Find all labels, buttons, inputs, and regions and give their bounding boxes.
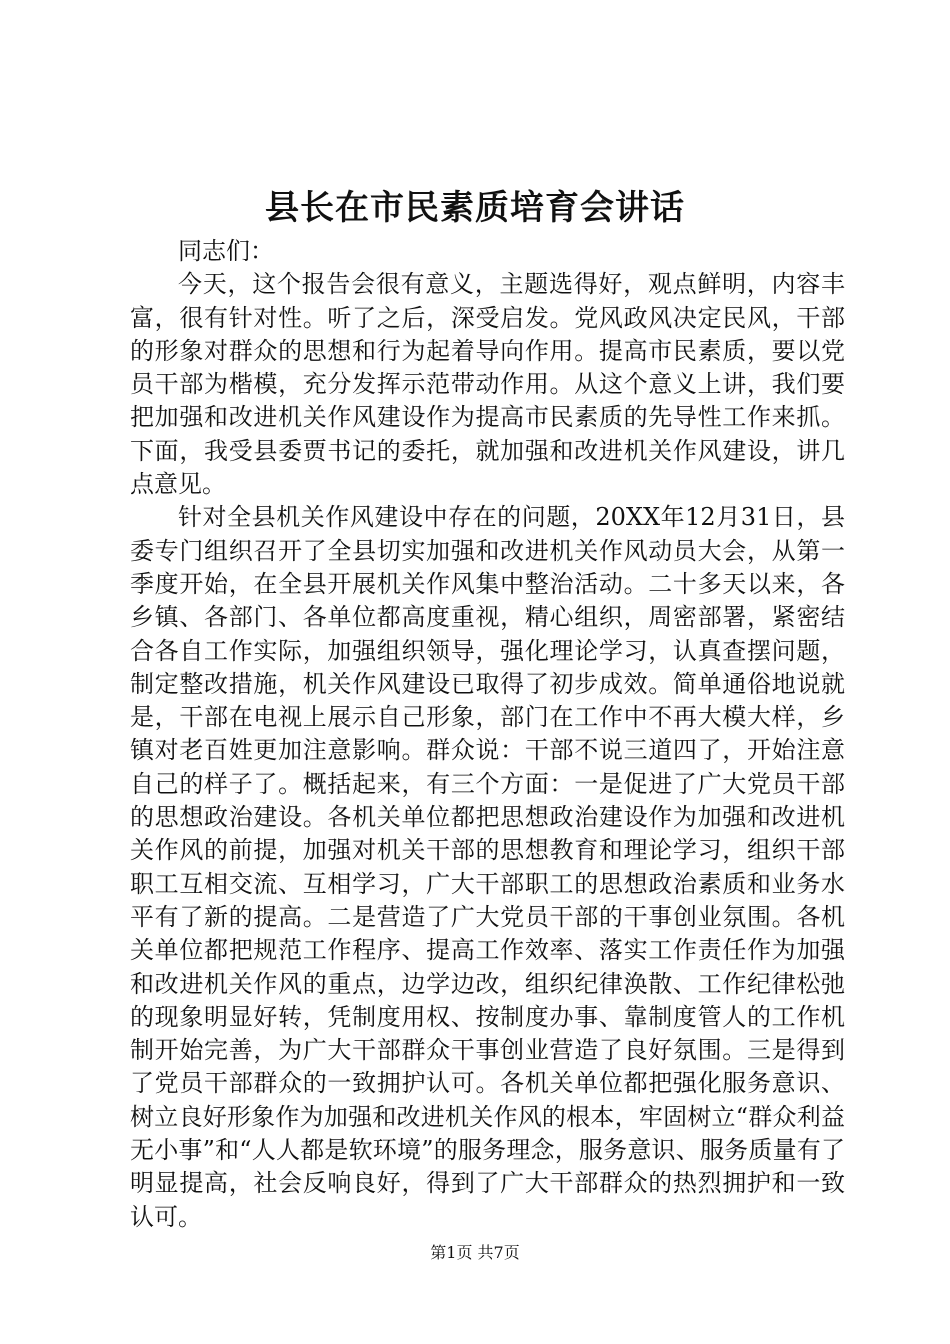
salutation: 同志们： <box>178 237 274 265</box>
paragraph-1: 今天，这个报告会很有意义，主题选得好，观点鲜明，内容丰富，很有针对性。听了之后，深受启发。党风政风决定民风，干部的形象对群众的思想和行为起着导向作用。提高市民素质，要以党员干部为楷模，充分发挥示范带动作用。从这个意义上讲，我们要把加强和改进机关作风建设作为提高市民素质的先导性工作来抓。下面，我受县委贾书记的委托，就加强和改进机关作风建设，讲几点意见。 <box>130 270 845 499</box>
document-body <box>130 235 845 1234</box>
page-indicator: 第1页 共7页 <box>430 1243 520 1262</box>
paragraph-2: 针对全县机关作风建设中存在的问题，20XX年12月31日，县委专门组织召开了全县切实加强和改进机关作风动员大会，从第一季度开始，在全县开展机关作风集中整治活动。二十多天以来，各乡镇、各部门、各单位都高度重视，精心组织，周密部署，紧密结合各自工作实际，加强组织领导，强化理论学习，认真查摆问题，制定整改措施，机关作风建设已取得了初步成效。简单通俗地说就是，干部在电视上展示自己形象，部门在工作中不再大模大样，乡镇对老百姓更加注意影响。群众说：干部不说三道四了，开始注意自己的样子了。概括起来，有三个方面：一是促进了广大党员干部的思想政治建设。各机关单位都把思想政治建设作为加强和改进机关作风的前提，加强对机关干部的思想教育和理论学习，组织干部职工互相交流、互相学习，广大干部职工的思想政治素质和业务水平有了新的提高。二是营造了广大党员干部的干事创业氛围。各机关单位都把规范工作程序、提高工作效率、落实工作责任作为加强和改进机关作风的重点，边学边改，组织纪律涣散、工作纪律松弛的现象明显好转，凭制度用权、按制度办事、靠制度管人的工作机制开始完善，为广大干部群众干事创业营造了良好氛围。三是得到了党员干部群众的一致拥护认可。各机关单位都把强化服务意识、树立良好形象作为加强和改进机关作风的根本，牢固树立“群众利益无小事”和“人人都是软环境”的服务理念，服务意识、服务质量有了明显提高，社会反响良好，得到了广大干部群众的热烈拥护和一致认可。 <box>130 503 845 1231</box>
document-title: 县长在市民素质培育会讲话 <box>265 188 685 228</box>
